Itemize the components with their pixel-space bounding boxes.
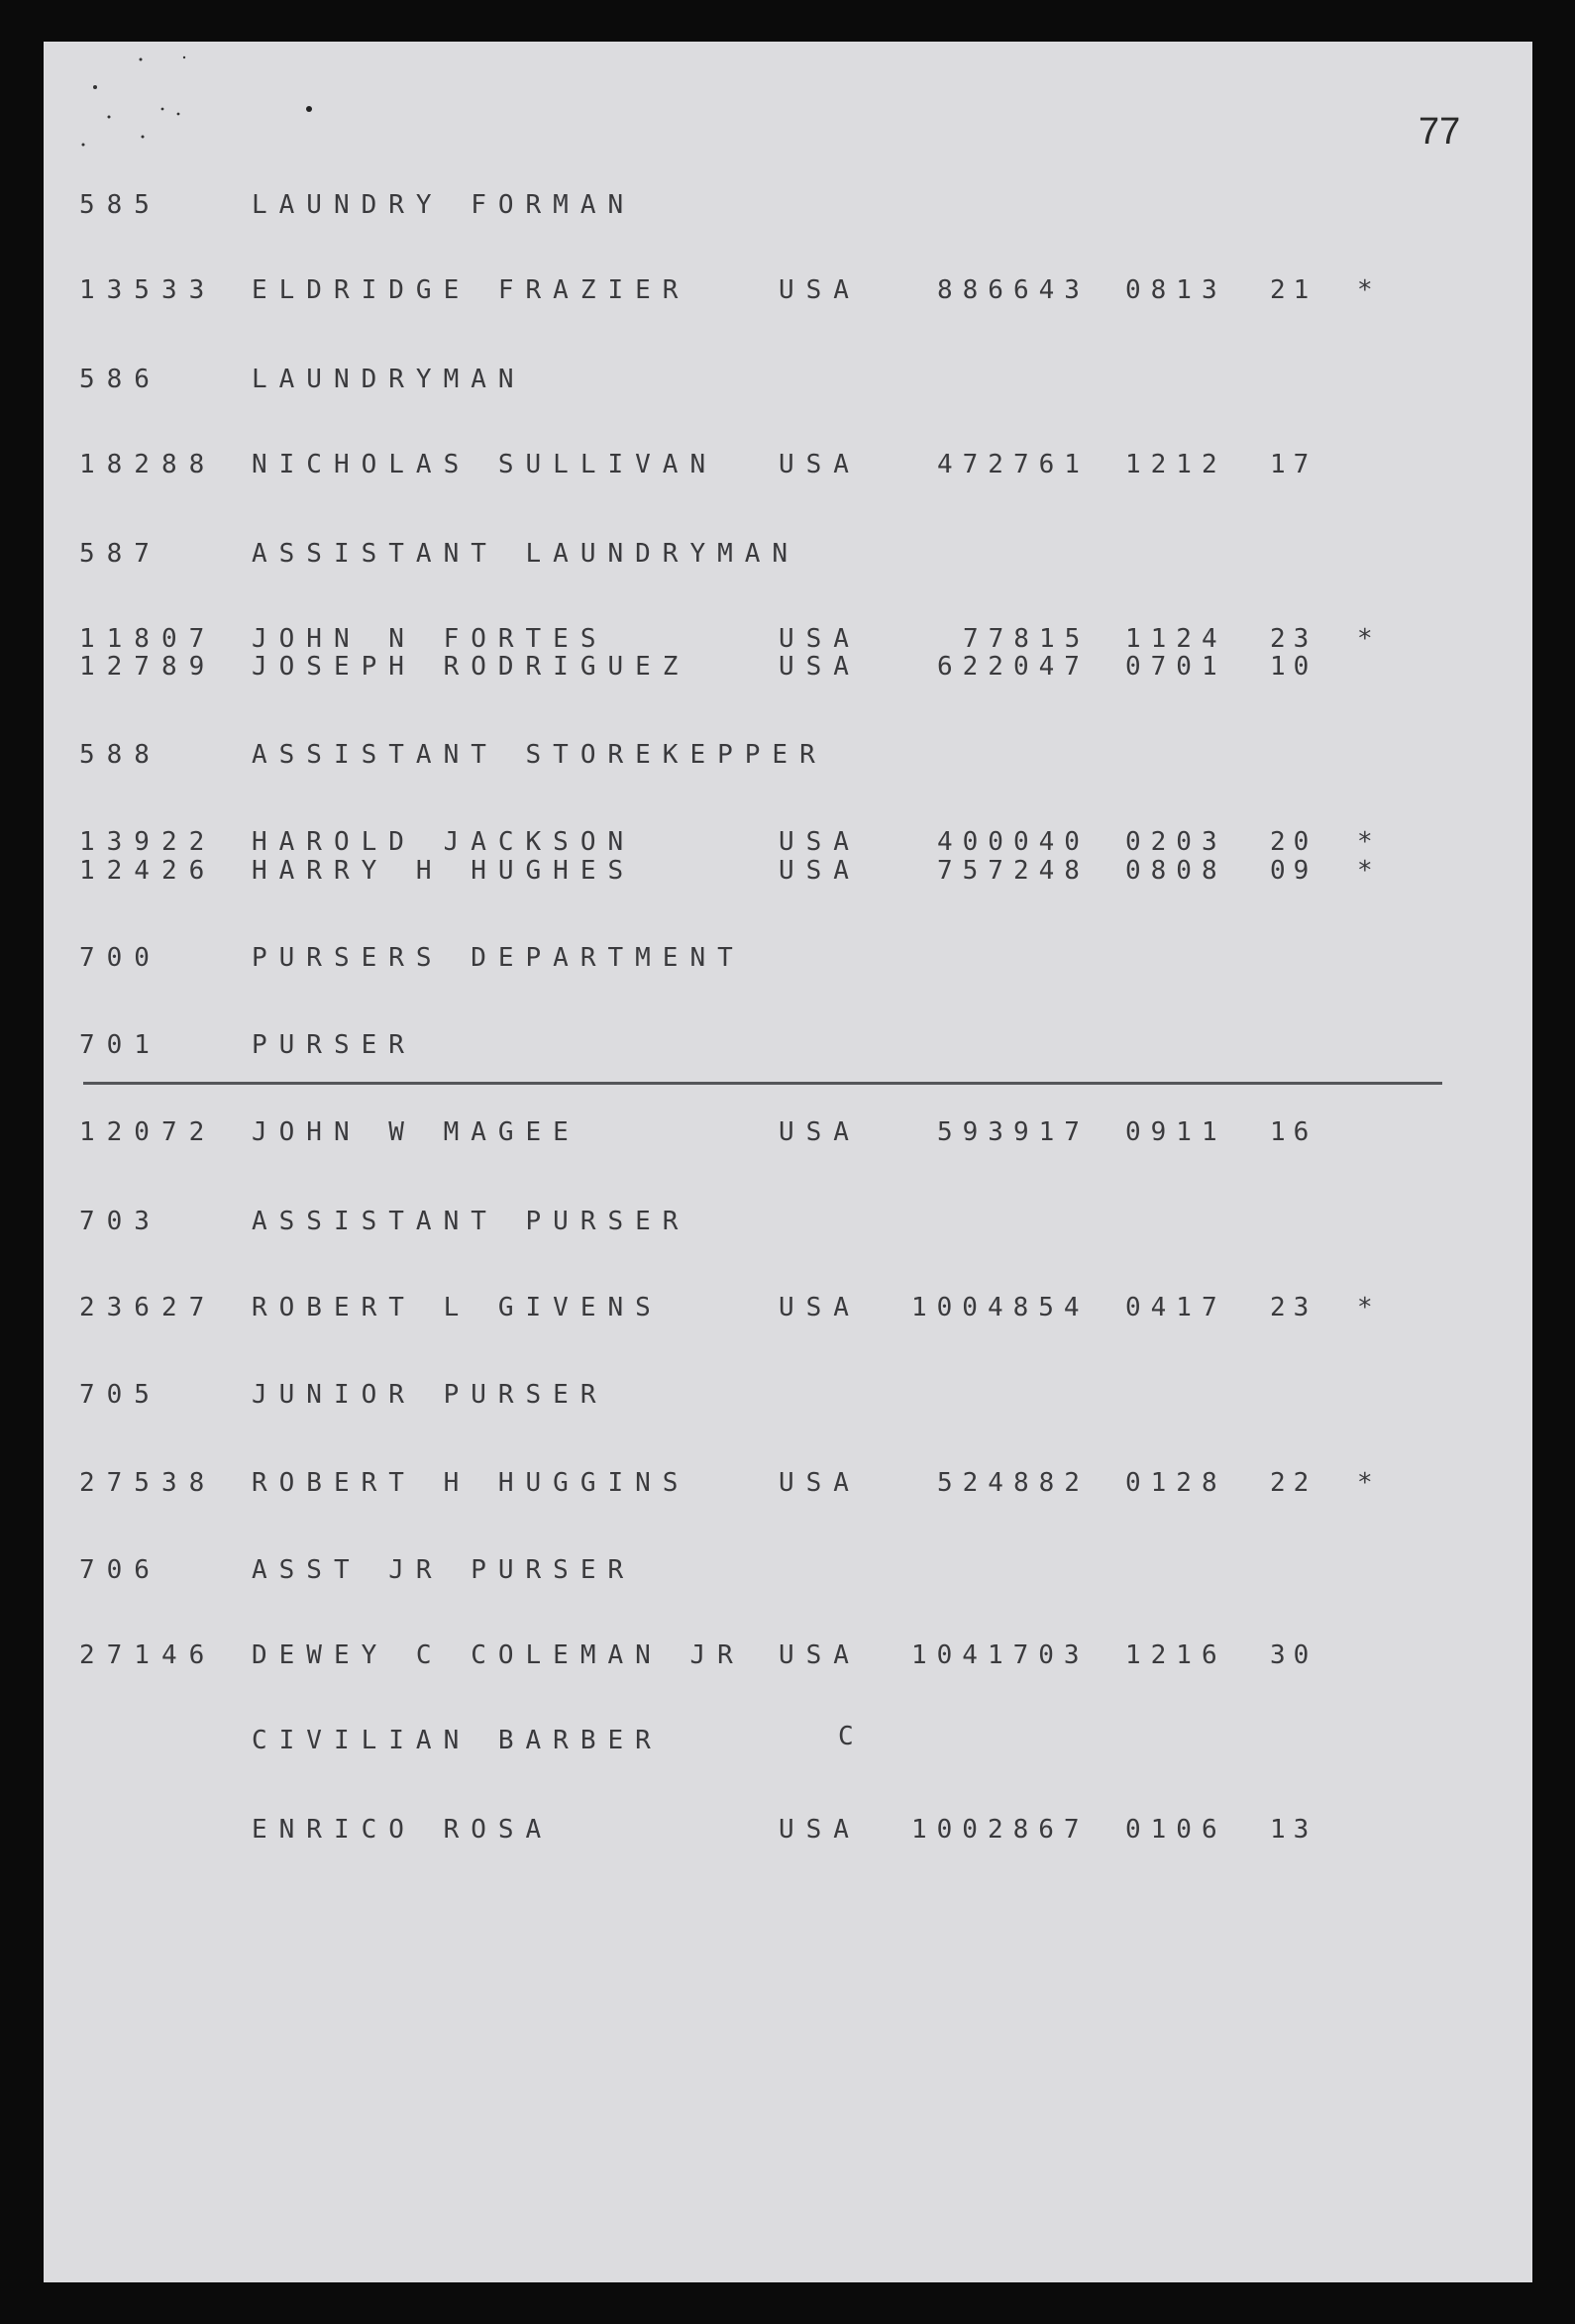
- row-number: 593917: [937, 1117, 1090, 1147]
- row-code: 0106: [1125, 1815, 1227, 1845]
- row-nationality: USA: [779, 856, 861, 886]
- row-name: JOHN W MAGEE: [252, 1117, 580, 1147]
- row-number: 622047: [937, 652, 1090, 682]
- row-age: 16: [1270, 1117, 1317, 1147]
- section-title: PURSERS DEPARTMENT: [252, 943, 745, 973]
- row-id: 12426: [79, 856, 217, 886]
- row-nationality: USA: [779, 275, 861, 305]
- row-age: 23: [1270, 624, 1317, 654]
- section-title: ASSISTANT LAUNDRYMAN: [252, 539, 800, 569]
- row-number: 1041703: [911, 1640, 1090, 1670]
- row-name: NICHOLAS SULLIVAN: [252, 450, 718, 479]
- row-id: 13922: [79, 827, 217, 857]
- row-number: 472761: [937, 450, 1090, 479]
- row-number: 757248: [937, 856, 1090, 886]
- strike-through-line: [83, 1082, 1442, 1085]
- section-title: ASSISTANT STOREKEPPER: [252, 740, 827, 770]
- section-code: 701: [79, 1030, 161, 1060]
- row-id: 27146: [79, 1640, 217, 1670]
- row-code: 0808: [1125, 856, 1227, 886]
- row-star: *: [1357, 827, 1373, 857]
- row-code: 1216: [1125, 1640, 1227, 1670]
- row-id: 12789: [79, 652, 217, 682]
- section-mark: C: [838, 1722, 866, 1751]
- ink-specks: [44, 42, 341, 160]
- row-nationality: USA: [779, 1117, 861, 1147]
- section-code: 588: [79, 740, 161, 770]
- row-nationality: USA: [779, 652, 861, 682]
- section-title: PURSER: [252, 1030, 416, 1060]
- row-code: 1124: [1125, 624, 1227, 654]
- row-id: 23627: [79, 1293, 217, 1322]
- row-number: 1002867: [911, 1815, 1090, 1845]
- section-code: 585: [79, 190, 161, 220]
- row-number: 77815: [963, 624, 1091, 654]
- row-number: 1004854: [911, 1293, 1090, 1322]
- row-star: *: [1357, 1468, 1373, 1498]
- row-age: 09: [1270, 856, 1317, 886]
- row-code: 0417: [1125, 1293, 1227, 1322]
- section-code: 705: [79, 1380, 161, 1410]
- row-name: ROBERT L GIVENS: [252, 1293, 663, 1322]
- row-number: 400040: [937, 827, 1090, 857]
- row-number: 524882: [937, 1468, 1090, 1498]
- row-nationality: USA: [779, 1468, 861, 1498]
- row-id: 12072: [79, 1117, 217, 1147]
- section-code: 706: [79, 1555, 161, 1585]
- row-id: 11807: [79, 624, 217, 654]
- row-nationality: USA: [779, 827, 861, 857]
- row-age: 10: [1270, 652, 1317, 682]
- section-code: 703: [79, 1207, 161, 1236]
- row-name: ROBERT H HUGGINS: [252, 1468, 690, 1498]
- row-age: 13: [1270, 1815, 1317, 1845]
- row-number: 886643: [937, 275, 1090, 305]
- row-id: 18288: [79, 450, 217, 479]
- row-nationality: USA: [779, 624, 861, 654]
- row-name: HAROLD JACKSON: [252, 827, 636, 857]
- row-star: *: [1357, 856, 1373, 886]
- row-name: ENRICO ROSA: [252, 1815, 554, 1845]
- row-id: 13533: [79, 275, 217, 305]
- section-code: 587: [79, 539, 161, 569]
- row-name: JOHN N FORTES: [252, 624, 608, 654]
- row-code: 0911: [1125, 1117, 1227, 1147]
- section-title: LAUNDRY FORMAN: [252, 190, 636, 220]
- section-title: CIVILIAN BARBER: [252, 1726, 663, 1755]
- row-age: 21: [1270, 275, 1317, 305]
- row-age: 22: [1270, 1468, 1317, 1498]
- row-id: 27538: [79, 1468, 217, 1498]
- row-code: 1212: [1125, 450, 1227, 479]
- section-code: 586: [79, 365, 161, 394]
- row-star: *: [1357, 624, 1373, 654]
- row-code: 0203: [1125, 827, 1227, 857]
- row-age: 17: [1270, 450, 1317, 479]
- row-name: JOSEPH RODRIGUEZ: [252, 652, 690, 682]
- row-age: 23: [1270, 1293, 1317, 1322]
- row-name: DEWEY C COLEMAN JR: [252, 1640, 745, 1670]
- section-title: ASST JR PURSER: [252, 1555, 636, 1585]
- section-title: LAUNDRYMAN: [252, 365, 526, 394]
- row-nationality: USA: [779, 1293, 861, 1322]
- row-nationality: USA: [779, 1815, 861, 1845]
- row-code: 0813: [1125, 275, 1227, 305]
- row-nationality: USA: [779, 1640, 861, 1670]
- row-age: 30: [1270, 1640, 1317, 1670]
- row-name: ELDRIDGE FRAZIER: [252, 275, 690, 305]
- section-code: 700: [79, 943, 161, 973]
- row-age: 20: [1270, 827, 1317, 857]
- row-nationality: USA: [779, 450, 861, 479]
- row-code: 0701: [1125, 652, 1227, 682]
- row-name: HARRY H HUGHES: [252, 856, 636, 886]
- section-title: JUNIOR PURSER: [252, 1380, 608, 1410]
- page-number: 77: [1418, 111, 1461, 153]
- row-star: *: [1357, 1293, 1373, 1322]
- section-title: ASSISTANT PURSER: [252, 1207, 690, 1236]
- row-star: *: [1357, 275, 1373, 305]
- row-code: 0128: [1125, 1468, 1227, 1498]
